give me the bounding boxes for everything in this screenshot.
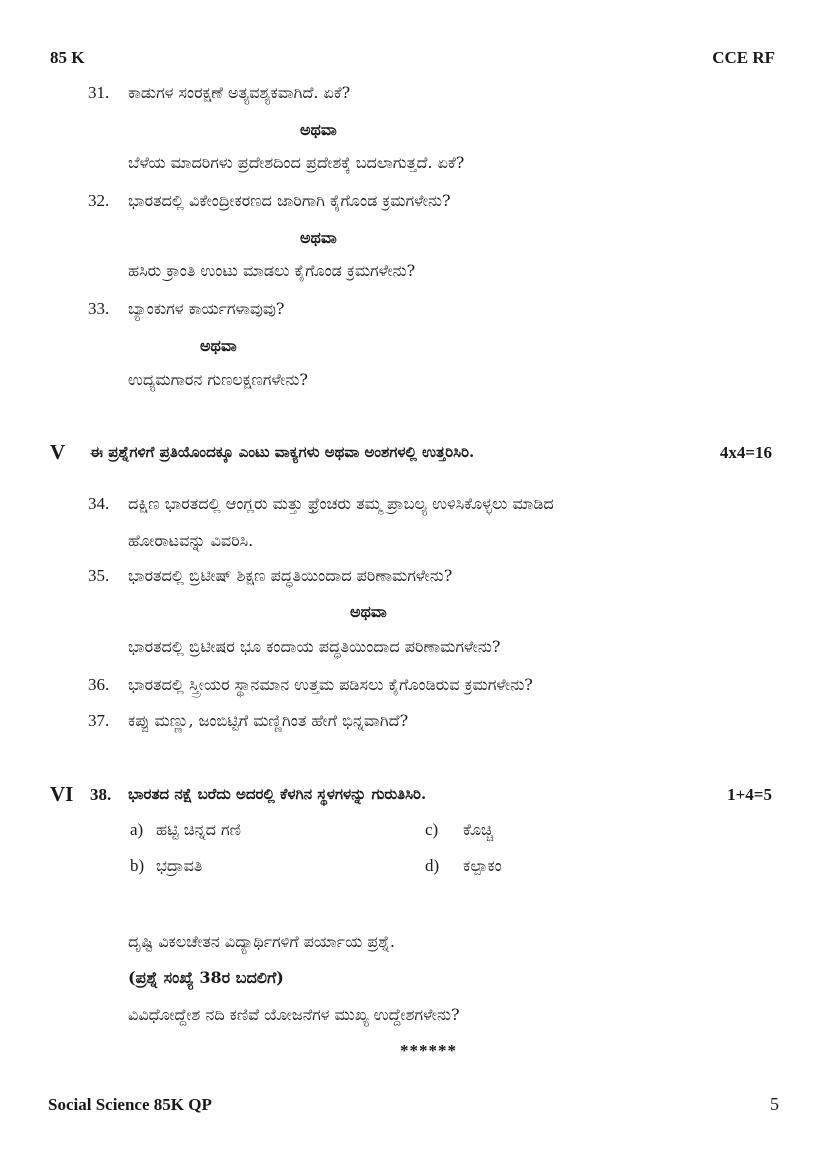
q31-alt-text: ಬೆಳೆಯ ಮಾದರಿಗಳು ಪ್ರದೇಶದಿಂದ ಪ್ರದೇಶಕ್ಕೆ ಬದಲಾಗುತ್ತದೆ. ಏಕೆ?	[128, 153, 465, 172]
alt-question-note: (ಪ್ರಶ್ನೆ ಸಂಖ್ಯೆ 38ರ ಬದಲಿಗೆ)	[128, 968, 284, 987]
q31-or: ಅಥವಾ	[300, 120, 337, 139]
q35-text: ಭಾರತದಲ್ಲಿ ಬ್ರಿಟೀಷ್ ಶಿಕ್ಷಣ ಪದ್ಧತಿಯಿಂದಾದ ಪರಿಣಾಮಗಳೇನು?	[128, 566, 453, 585]
section-vi-marks: 1+4=5	[727, 785, 772, 804]
section-v-instruction: ಈ ಪ್ರಶ್ನೆಗಳಿಗೆ ಪ್ರತಿಯೊಂದಕ್ಕೂ ಎಂಟು ವಾಕ್ಯಗಳು ಅಥವಾ ಅಂಶಗಳಲ್ಲಿ ಉತ್ತರಿಸಿರಿ.	[90, 443, 475, 461]
header-series: CCE RF	[712, 48, 775, 67]
q38-text: ಭಾರತದ ನಕ್ಷೆ ಬರೆದು ಅದರಲ್ಲಿ ಕೆಳಗಿನ ಸ್ಥಳಗಳನ್ನು ಗುರುತಿಸಿರಿ.	[128, 785, 427, 803]
q33-text: ಬ್ಯಾಂಕುಗಳ ಕಾರ್ಯಗಳಾವುವು?	[128, 299, 285, 318]
q32-alt-text: ಹಸಿರು ಕ್ರಾಂತಿ ಉಂಟು ಮಾಡಲು ಕೈಗೊಂಡ ಕ್ರಮಗಳೇನು?	[128, 261, 416, 280]
q38-option-c-label: c)	[425, 820, 439, 839]
section-v-label: V	[50, 440, 66, 464]
q35-number: 35.	[88, 566, 110, 585]
q37-text: ಕಪ್ಪು ಮಣ್ಣು, ಜಂಬಿಟ್ಟಿಗೆ ಮಣ್ಣಿಗಿಂತ ಹೇಗೆ ಭಿನ್ನವಾಗಿದೆ?	[128, 711, 409, 730]
q38-option-a-label: a)	[130, 820, 144, 839]
q38-option-d-text: ಕಲ್ಪಾಕಂ	[463, 856, 502, 875]
q33-alt-text: ಉದ್ಯಮಗಾರನ ಗುಣಲಕ್ಷಣಗಳೇನು?	[128, 370, 308, 389]
q38-option-c-text: ಕೊಚ್ಚಿ	[463, 820, 494, 839]
q32-text: ಭಾರತದಲ್ಲಿ ವಿಕೇಂದ್ರೀಕರಣದ ಜಾರಿಗಾಗಿ ಕೈಗೊಂಡ ಕ್ರಮಗಳೇನು?	[128, 191, 451, 210]
q36-number: 36.	[88, 675, 110, 694]
q33-number: 33.	[88, 299, 110, 318]
alt-question-text: ವಿವಿಧೋದ್ದೇಶ ನದಿ ಕಣಿವೆ ಯೋಜನೆಗಳ ಮುಖ್ಯ ಉದ್ದೇಶಗಳೇನು?	[128, 1005, 460, 1024]
q38-option-d-label: d)	[425, 856, 440, 875]
section-vi-label: VI	[50, 782, 74, 806]
page-number: 5	[770, 1094, 779, 1114]
q37-number: 37.	[88, 711, 110, 730]
q31-number: 31.	[88, 83, 110, 102]
q34-line2: ಹೋರಾಟವನ್ನು ವಿವರಿಸಿ.	[128, 531, 254, 550]
q33-or: ಅಥವಾ	[200, 336, 237, 355]
q35-or: ಅಥವಾ	[350, 602, 387, 621]
q38-option-b-text: ಭದ್ರಾವತಿ	[156, 856, 203, 875]
q34-number: 34.	[88, 494, 110, 513]
footer-title: Social Science 85K QP	[48, 1095, 212, 1114]
header-code: 85 K	[50, 48, 85, 67]
q32-number: 32.	[88, 191, 110, 210]
q38-option-a-text: ಹಟ್ಟಿ ಚಿನ್ನದ ಗಣಿ	[156, 820, 241, 839]
q38-option-b-label: b)	[130, 856, 145, 875]
q35-alt-text: ಭಾರತದಲ್ಲಿ ಬ್ರಿಟೀಷರ ಭೂ ಕಂದಾಯ ಪದ್ಧತಿಯಿಂದಾದ ಪರಿಣಾಮಗಳೇನು?	[128, 637, 501, 656]
alt-question-intro: ದೃಷ್ಟಿ ವಿಕಲಚೇತನ ವಿದ್ಯಾರ್ಥಿಗಳಿಗೆ ಪರ್ಯಾಯ ಪ್ರಶ್ನೆ.	[128, 932, 395, 951]
q34-line1: ದಕ್ಷಿಣ ಭಾರತದಲ್ಲಿ ಆಂಗ್ಲರು ಮತ್ತು ಫ್ರೆಂಚರು ತಮ್ಮ ಪ್ರಾಬಲ್ಯ ಉಳಿಸಿಕೊಳ್ಳಲು ಮಾಡಿದ	[128, 494, 554, 513]
q32-or: ಅಥವಾ	[300, 228, 337, 247]
end-mark: ******	[400, 1041, 457, 1060]
q36-text: ಭಾರತದಲ್ಲಿ ಸ್ತ್ರೀಯರ ಸ್ಥಾನಮಾನ ಉತ್ತಮ ಪಡಿಸಲು ಕೈಗೊಂಡಿರುವ ಕ್ರಮಗಳೇನು?	[128, 675, 533, 694]
q31-text: ಕಾಡುಗಳ ಸಂರಕ್ಷಣೆ ಅತ್ಯವಶ್ಯಕವಾಗಿದೆ. ಏಕೆ?	[128, 83, 351, 102]
q38-number: 38.	[90, 785, 112, 804]
section-v-marks: 4x4=16	[719, 443, 772, 462]
